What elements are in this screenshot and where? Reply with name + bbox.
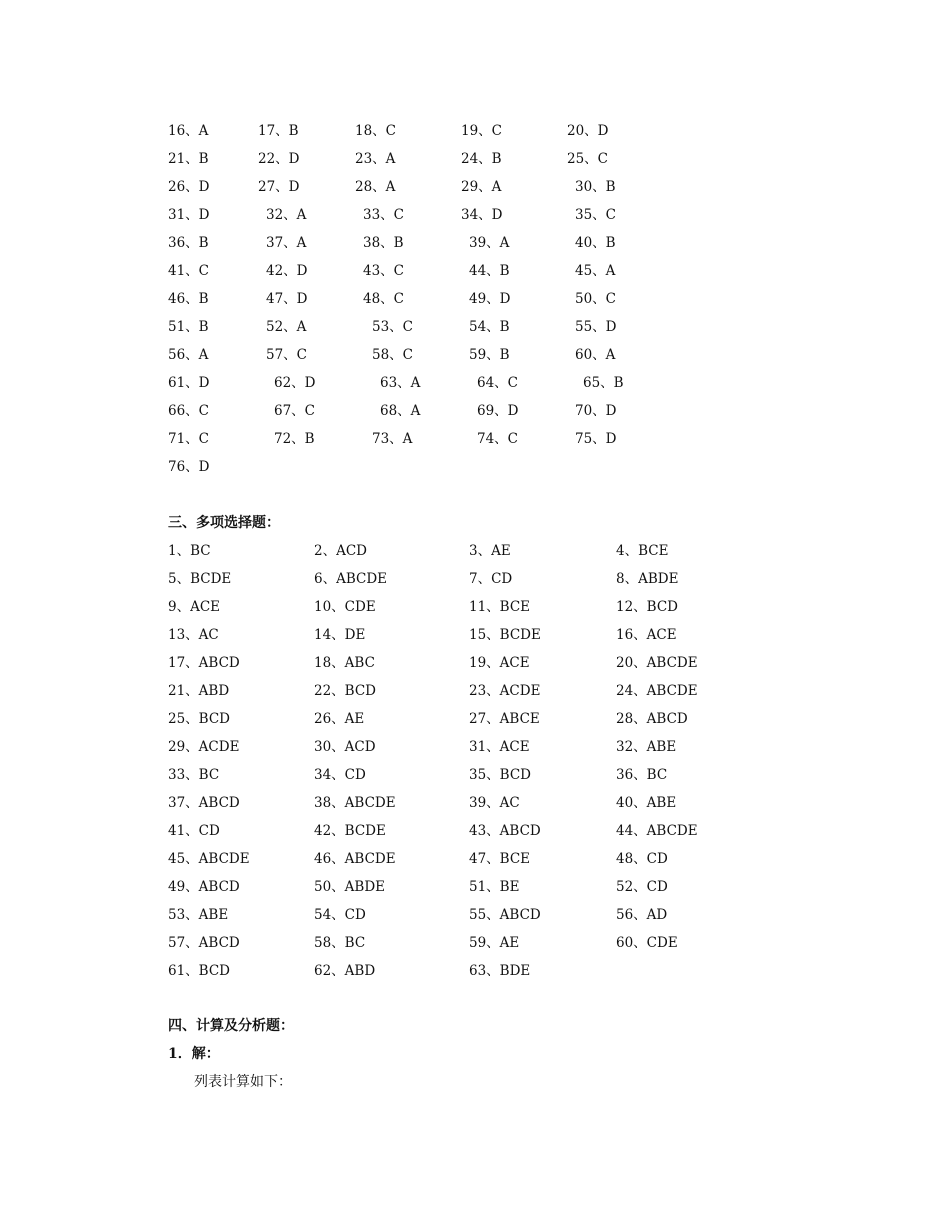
answer-item: 47、BCE (469, 851, 531, 867)
answer-item: 50、C (575, 291, 617, 307)
answer-item: 48、C (363, 291, 405, 307)
answer-item: 59、AE (469, 935, 520, 951)
answer-item: 3、AE (469, 543, 511, 559)
answer-item: 44、ABCDE (616, 823, 698, 839)
answer-item: 31、ACE (469, 739, 530, 755)
answer-item: 68、A (380, 403, 421, 419)
answer-item: 55、ABCD (469, 907, 541, 923)
answer-item: 30、B (575, 179, 616, 195)
answer-item: 32、ABE (616, 739, 677, 755)
answer-item: 28、A (355, 179, 396, 195)
answer-item: 6、ABCDE (314, 571, 388, 587)
answer-item: 49、ABCD (168, 879, 240, 895)
answer-item: 57、ABCD (168, 935, 240, 951)
calculation-heading: 四、计算及分析题： (168, 1018, 294, 1034)
answer-item: 76、D (168, 459, 210, 475)
answer-item: 9、ACE (168, 599, 221, 615)
answer-item: 39、A (469, 235, 510, 251)
answer-item: 26、AE (314, 711, 365, 727)
answer-item: 62、ABD (314, 963, 376, 979)
answer-item: 17、B (258, 123, 299, 139)
answer-item: 12、BCD (616, 599, 679, 615)
answer-item: 23、A (355, 151, 396, 167)
answer-item: 30、ACD (314, 739, 376, 755)
answer-item: 43、C (363, 263, 405, 279)
answer-item: 18、C (355, 123, 397, 139)
answer-item: 51、BE (469, 879, 520, 895)
answer-item: 58、C (372, 347, 414, 363)
answer-item: 15、BCDE (469, 627, 541, 643)
answer-item: 25、BCD (168, 711, 231, 727)
answer-item: 22、BCD (314, 683, 377, 699)
answer-item: 65、B (583, 375, 624, 391)
answer-item: 54、B (469, 319, 510, 335)
answer-item: 72、B (274, 431, 315, 447)
answer-item: 16、A (168, 123, 209, 139)
answer-item: 36、BC (616, 767, 668, 783)
answer-item: 46、B (168, 291, 209, 307)
answer-item: 33、BC (168, 767, 220, 783)
answer-item: 47、D (266, 291, 308, 307)
answer-item: 52、A (266, 319, 307, 335)
answer-item: 23、ACDE (469, 683, 541, 699)
answer-item: 29、A (461, 179, 502, 195)
answer-item: 20、D (567, 123, 609, 139)
answer-item: 74、C (477, 431, 519, 447)
answer-item: 13、AC (168, 627, 219, 643)
answer-item: 34、D (461, 207, 503, 223)
answer-item: 29、ACDE (168, 739, 240, 755)
answer-item: 1、BC (168, 543, 211, 559)
answer-item: 28、ABCD (616, 711, 688, 727)
answer-item: 55、D (575, 319, 617, 335)
answer-item: 24、B (461, 151, 502, 167)
answer-item: 5、BCDE (168, 571, 232, 587)
answer-item: 19、C (461, 123, 503, 139)
answer-item: 46、ABCDE (314, 851, 396, 867)
answer-item: 16、ACE (616, 627, 677, 643)
answer-item: 50、ABDE (314, 879, 386, 895)
answer-item: 18、ABC (314, 655, 375, 671)
answer-item: 48、CD (616, 851, 668, 867)
answer-item: 40、ABE (616, 795, 677, 811)
answer-item: 61、BCD (168, 963, 231, 979)
answer-item: 37、ABCD (168, 795, 240, 811)
answer-item: 51、B (168, 319, 209, 335)
answer-item: 53、C (372, 319, 414, 335)
answer-item: 45、A (575, 263, 616, 279)
answer-item: 37、A (266, 235, 307, 251)
answer-item: 22、D (258, 151, 300, 167)
answer-item: 60、A (575, 347, 616, 363)
answer-item: 57、C (266, 347, 308, 363)
answer-item: 34、CD (314, 767, 366, 783)
answer-item: 45、ABCDE (168, 851, 250, 867)
answer-item: 73、A (372, 431, 413, 447)
question-1-text: 列表计算如下： (194, 1074, 292, 1090)
answer-item: 42、D (266, 263, 308, 279)
answer-item: 59、B (469, 347, 510, 363)
answer-item: 32、A (266, 207, 307, 223)
answer-item: 31、D (168, 207, 210, 223)
answer-item: 67、C (274, 403, 316, 419)
answer-item: 75、D (575, 431, 617, 447)
answer-item: 64、C (477, 375, 519, 391)
answer-item: 19、ACE (469, 655, 530, 671)
answer-item: 20、ABCDE (616, 655, 698, 671)
answer-item: 27、D (258, 179, 300, 195)
answer-item: 63、BDE (469, 963, 531, 979)
answer-item: 70、D (575, 403, 617, 419)
answer-item: 17、ABCD (168, 655, 240, 671)
answer-item: 69、D (477, 403, 519, 419)
answer-item: 49、D (469, 291, 511, 307)
answer-item: 61、D (168, 375, 210, 391)
answer-item: 40、B (575, 235, 616, 251)
answer-item: 42、BCDE (314, 823, 386, 839)
answer-item: 21、B (168, 151, 209, 167)
answer-item: 56、A (168, 347, 209, 363)
multiple-choice-heading: 三、多项选择题： (168, 515, 280, 531)
answer-item: 66、C (168, 403, 210, 419)
answer-item: 35、C (575, 207, 617, 223)
answer-item: 63、A (380, 375, 421, 391)
answer-item: 54、CD (314, 907, 366, 923)
answer-item: 41、C (168, 263, 210, 279)
answer-item: 39、AC (469, 795, 520, 811)
question-1-label: 1．解： (168, 1046, 220, 1062)
answer-item: 56、AD (616, 907, 668, 923)
answer-item: 25、C (567, 151, 609, 167)
answer-item: 62、D (274, 375, 316, 391)
answer-item: 60、CDE (616, 935, 678, 951)
answer-item: 33、C (363, 207, 405, 223)
answer-item: 53、ABE (168, 907, 229, 923)
answer-item: 7、CD (469, 571, 513, 587)
answer-item: 41、CD (168, 823, 220, 839)
answer-item: 38、B (363, 235, 404, 251)
answer-item: 26、D (168, 179, 210, 195)
answer-item: 38、ABCDE (314, 795, 396, 811)
answer-item: 2、ACD (314, 543, 367, 559)
answer-item: 24、ABCDE (616, 683, 698, 699)
answer-item: 11、BCE (469, 599, 531, 615)
answer-item: 27、ABCE (469, 711, 540, 727)
answer-item: 10、CDE (314, 599, 376, 615)
answer-item: 58、BC (314, 935, 366, 951)
answer-item: 36、B (168, 235, 209, 251)
answer-item: 14、DE (314, 627, 366, 643)
answer-item: 21、ABD (168, 683, 230, 699)
answer-item: 71、C (168, 431, 210, 447)
answer-item: 43、ABCD (469, 823, 541, 839)
answer-item: 52、CD (616, 879, 668, 895)
answer-item: 44、B (469, 263, 510, 279)
answer-item: 35、BCD (469, 767, 532, 783)
answer-item: 8、ABDE (616, 571, 679, 587)
answer-item: 4、BCE (616, 543, 669, 559)
